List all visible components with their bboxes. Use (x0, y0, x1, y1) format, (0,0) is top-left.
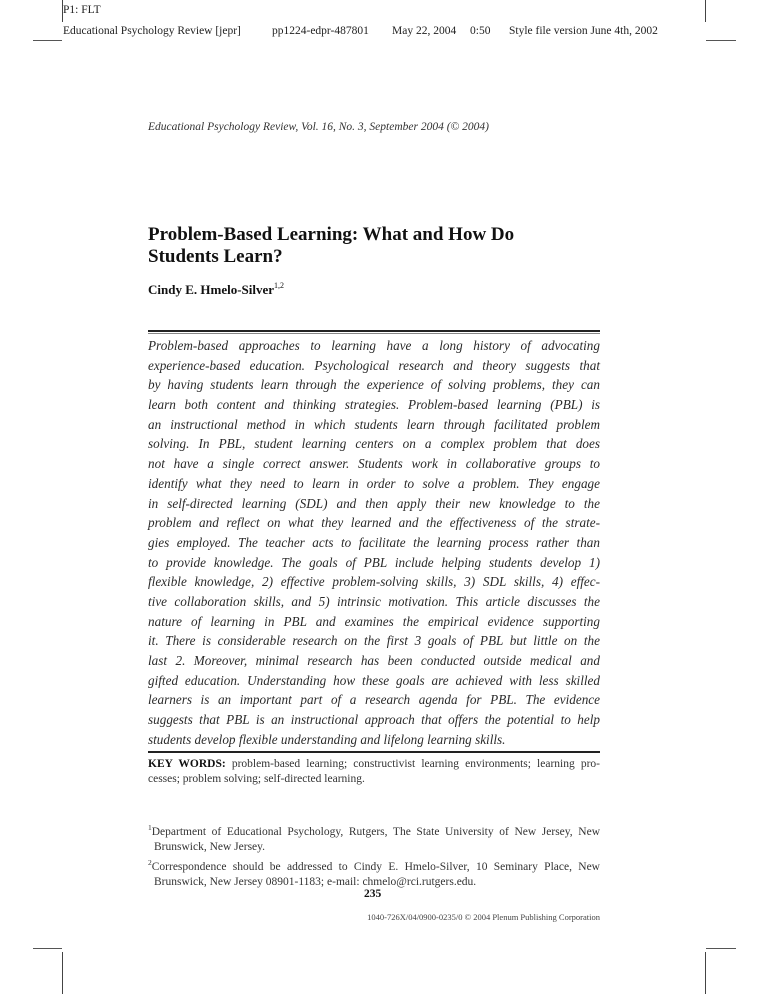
abstract-line: learners is an important part of a research agenda for PBL. The evidence (148, 692, 600, 708)
running-header-journal: Educational Psychology Review [jepr] (63, 25, 241, 37)
author-affiliation-marks: 1,2 (274, 281, 285, 290)
copyright-line: 1040-726X/04/0900-0235/0 © 2004 Plenum Publishing Corporation (367, 912, 600, 922)
abstract-line: gifted education. Understanding how these goals are achieved with less skilled (148, 672, 600, 688)
crop-mark-top-right-vertical (705, 0, 706, 22)
abstract-line: to provide knowledge. The goals of PBL include helping students develop 1) (148, 554, 600, 570)
author-name: Cindy E. Hmelo-Silver (148, 282, 275, 297)
crop-mark-bottom-left-vertical (62, 952, 63, 994)
footnote-1-line1: Department of Educational Psychology, Rutgers, The State University of New Jersey, New (151, 826, 600, 838)
crop-mark-bottom-right-horizontal (706, 948, 736, 949)
abstract-bottom-rule (148, 751, 600, 753)
abstract-line: it. There is considerable research on the first 3 goals of PBL but little on the (148, 633, 600, 649)
abstract-line: not have a single correct answer. Students work in collaborative groups to (148, 456, 600, 472)
running-header-manuscript-id: pp1224-edpr-487801 (272, 25, 369, 37)
author (148, 281, 284, 298)
footnote-1-line2: Brunswick, New Jersey. (154, 841, 266, 853)
footnote-mark: 1 (148, 823, 152, 832)
footnotes (148, 820, 600, 890)
abstract-line: flexible knowledge, 2) effective problem-solving skills, 3) SDL skills, 4) effec- (148, 574, 600, 590)
abstract-line: in self-directed learning (SDL) and then apply their new knowledge to the (148, 495, 600, 511)
journal-citation: Educational Psychology Review, Vol. 16, No. 3, September 2004 (© 2004) (148, 121, 489, 133)
abstract-line: gies employed. The teacher acts to facilitate the learning process rather than (148, 534, 600, 550)
crop-mark-top-left-horizontal (33, 40, 62, 41)
abstract-line: nature of learning in PBL and examines the empirical evidence supporting (148, 613, 600, 629)
footnote-2-line2: Brunswick, New Jersey 08901-1183; e-mail: chmelo@rci.rutgers.edu. (154, 876, 477, 888)
crop-mark-bottom-left-horizontal (33, 948, 62, 949)
running-header-time: 0:50 (470, 25, 491, 37)
article-title-line1: Problem-Based Learning: What and How Do (148, 224, 515, 245)
abstract-line: suggests that PBL is an instructional approach that offers the potential to help (148, 712, 600, 728)
abstract-line: solving. In PBL, student learning centers on a complex problem that does (148, 436, 600, 452)
running-header-date: May 22, 2004 (392, 25, 457, 37)
abstract-line: tive collaboration skills, and 5) intrinsic motivation. This article discusses the (148, 593, 600, 609)
keywords-text-line1: problem-based learning; constructivist learning environments; learning pro- (231, 758, 600, 770)
keywords-label: KEY WORDS: (148, 758, 226, 770)
article-title-line2: Students Learn? (148, 246, 283, 267)
abstract-line: problem and reflect on what they learned and the effectiveness of the strate- (148, 515, 600, 531)
abstract-line: last 2. Moreover, minimal research has been conducted outside medical and (148, 653, 600, 668)
abstract-line: by having students learn through the experience of solving problems, they can (148, 377, 600, 393)
keywords-text-line2: cesses; problem solving; self-directed learning. (148, 773, 365, 785)
crop-mark-bottom-right-vertical (705, 952, 706, 994)
running-header-line1: P1: FLT (63, 4, 101, 16)
page-number: 235 (364, 888, 382, 900)
abstract-line: learn both content and thinking strategies. Problem-based learning (PBL) is (148, 397, 600, 413)
abstract (148, 336, 600, 749)
running-header-style-version: Style file version June 4th, 2002 (509, 25, 658, 37)
footnote-mark: 2 (148, 858, 152, 867)
crop-mark-top-right-horizontal (706, 40, 736, 41)
keywords (148, 757, 600, 787)
article-title (148, 224, 608, 268)
abstract-line: students develop flexible understanding and lifelong learning skills. (148, 731, 506, 747)
abstract-line: Problem-based approaches to learning have a long history of advocating (148, 338, 600, 353)
footnote-2-line1: Correspondence should be addressed to Cindy E. Hmelo-Silver, 10 Seminary Place, New (151, 861, 600, 873)
abstract-top-rule (148, 330, 600, 334)
abstract-line: experience-based education. Psychological research and theory suggests that (148, 357, 600, 373)
abstract-line: identify what they need to learn in order to solve a problem. They engage (148, 475, 600, 491)
abstract-line: an instructional method in which students learn through facilitated problem (148, 416, 600, 432)
